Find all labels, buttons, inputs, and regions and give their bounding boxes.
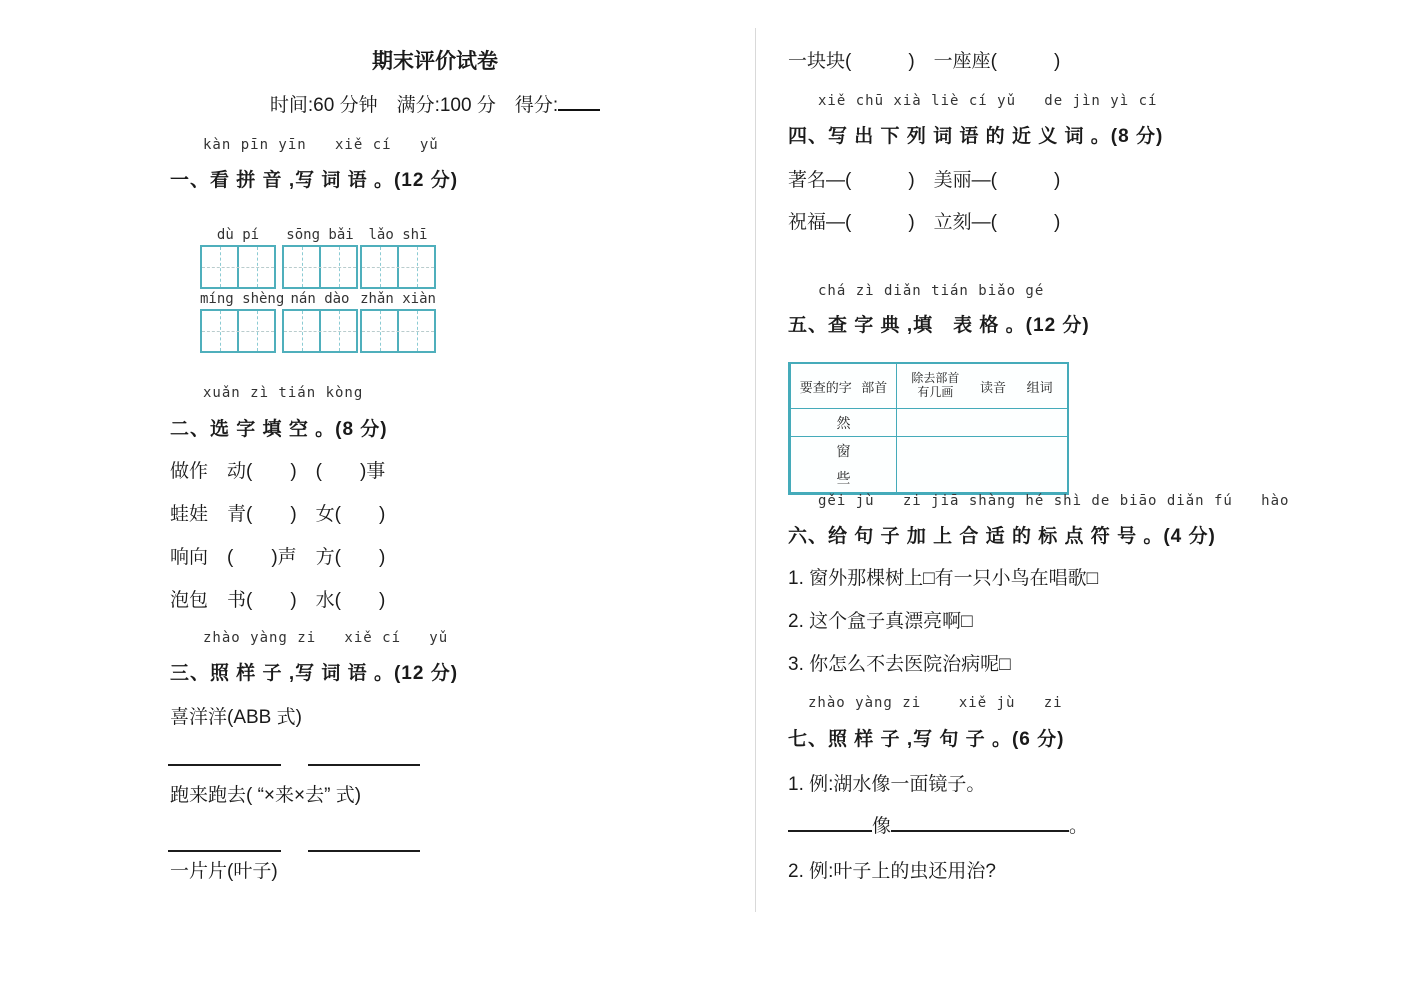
exercise-line: 2. 例:叶子上的虫还用治? <box>788 861 996 882</box>
pinyin-label: lǎo shī <box>368 227 428 243</box>
pinyin-word <box>200 227 276 289</box>
table-header-cell <box>791 364 897 408</box>
tianzige-cell <box>202 311 237 351</box>
section1-heading: 一、看 拼 音 ,写 词 语 。(12 分) <box>170 170 459 191</box>
tianzige-box <box>360 309 436 353</box>
pinyin-caption-s4: xiě chū xià liè cí yǔ de jìn yì cí <box>818 93 1158 109</box>
header-char-label: 要查的字 <box>799 379 852 395</box>
exercise-line: 2. 这个盒子真漂亮啊□ <box>788 611 973 632</box>
tianzige-cell <box>237 311 274 351</box>
table-char-cell: 然 <box>791 408 897 436</box>
tianzige-box <box>360 245 436 289</box>
exercise-line: 泡包 书( ) 水( ) <box>170 590 386 611</box>
exam-meta-text: 时间:60 分钟 满分:100 分 得分: <box>269 95 559 116</box>
exercise-line: 3. 你怎么不去医院治病呢□ <box>788 654 1011 675</box>
pinyin-label: míng shèng <box>200 291 285 307</box>
tianzige-cell <box>362 247 397 287</box>
section7-heading: 七、照 样 子 ,写 句 子 。(6 分) <box>788 729 1065 750</box>
pinyin-label: dù pí <box>216 227 260 243</box>
pinyin-word <box>282 291 358 353</box>
pinyin-caption-s1: kàn pīn yīn xiě cí yǔ <box>203 137 439 153</box>
exercise-line: 祝福—( ) 立刻—( ) <box>788 212 1061 233</box>
exercise-line: 一块块( ) 一座座( ) <box>788 51 1061 72</box>
column-divider <box>755 28 756 912</box>
paper-title: 期末评价试卷 <box>372 50 498 73</box>
tianzige-cell <box>284 247 319 287</box>
exercise-line: 响向 ( )声 方( ) <box>170 547 386 568</box>
pinyin-caption-s5: chá zì diǎn tián biǎo gé <box>818 283 1045 299</box>
tianzige-cell <box>362 311 397 351</box>
section5-heading: 五、查 字 典 ,填 表 格 。(12 分) <box>788 315 1090 336</box>
header-reading-label: 读音 <box>979 379 1006 395</box>
tianzige-cell <box>319 311 356 351</box>
section3-heading: 三、照 样 子 ,写 词 语 。(12 分) <box>170 663 459 684</box>
blank-line <box>168 850 281 852</box>
exercise-line: 喜洋洋(ABB 式) <box>170 707 302 728</box>
pinyin-caption-s2: xuǎn zì tián kòng <box>203 385 364 401</box>
pinyin-word <box>360 227 436 289</box>
tianzige-box <box>282 245 358 289</box>
table-char-cell: 窗 些 <box>791 436 897 492</box>
pinyin-word <box>282 227 358 289</box>
exercise-line: 跑来跑去( “×来×去” 式) <box>170 785 362 806</box>
exercise-line: 蛙娃 青( ) 女( ) <box>170 504 386 525</box>
pinyin-label: sōng bǎi <box>286 227 354 243</box>
pinyin-label: zhǎn xiàn <box>360 291 436 307</box>
blank-line <box>788 813 872 832</box>
exercise-line: 1. 窗外那棵树上□有一只小鸟在唱歌□ <box>788 568 1099 589</box>
exam-meta <box>170 93 700 118</box>
pinyin-label: nán dào <box>290 291 350 307</box>
tianzige-cell <box>397 311 434 351</box>
blank-line <box>168 764 281 766</box>
tianzige-cell <box>397 247 434 287</box>
tianzige-cell <box>237 247 274 287</box>
tianzige-cell <box>284 311 319 351</box>
exercise-line: 一片片(叶子) <box>170 861 278 882</box>
pinyin-word <box>200 291 285 353</box>
table-answer-cell <box>897 436 1067 492</box>
header-radical-label: 部首 <box>861 379 888 395</box>
fill-sentence-line <box>788 813 1088 839</box>
section6-heading: 六、给 句 子 加 上 合 适 的 标 点 符 号 。(4 分) <box>788 526 1216 547</box>
fill-period: 。 <box>1069 816 1089 837</box>
table-header-cell <box>897 364 1067 408</box>
blank-line <box>308 764 420 766</box>
blank-line <box>891 813 1069 832</box>
score-blank <box>558 93 600 111</box>
tianzige-box <box>200 245 276 289</box>
exercise-line: 1. 例:湖水像一面镜子。 <box>788 774 986 795</box>
pinyin-word <box>360 291 436 353</box>
dictionary-table <box>788 362 1069 495</box>
fill-word: 像 <box>872 816 892 837</box>
blank-line <box>308 850 420 852</box>
table-answer-cell <box>897 408 1067 436</box>
header-word-label: 组词 <box>1026 379 1053 395</box>
section4-heading: 四、写 出 下 列 词 语 的 近 义 词 。(8 分) <box>788 126 1164 147</box>
section2-heading: 二、选 字 填 空 。(8 分) <box>170 419 388 440</box>
pinyin-caption-s6: gěi jù zi jiā shàng hé shì de biāo diǎn fú hào <box>818 493 1290 509</box>
tianzige-cell <box>319 247 356 287</box>
pinyin-caption-s7: zhào yàng zi xiě jù zi <box>808 695 1063 711</box>
tianzige-box <box>200 309 276 353</box>
pinyin-caption-s3: zhào yàng zi xiě cí yǔ <box>203 630 449 646</box>
tianzige-cell <box>202 247 237 287</box>
exercise-line: 做作 动( ) ( )事 <box>170 461 386 482</box>
header-strokes-label: 除去部首 有几画 <box>911 371 960 399</box>
exercise-line: 著名—( ) 美丽—( ) <box>788 170 1061 191</box>
tianzige-box <box>282 309 358 353</box>
